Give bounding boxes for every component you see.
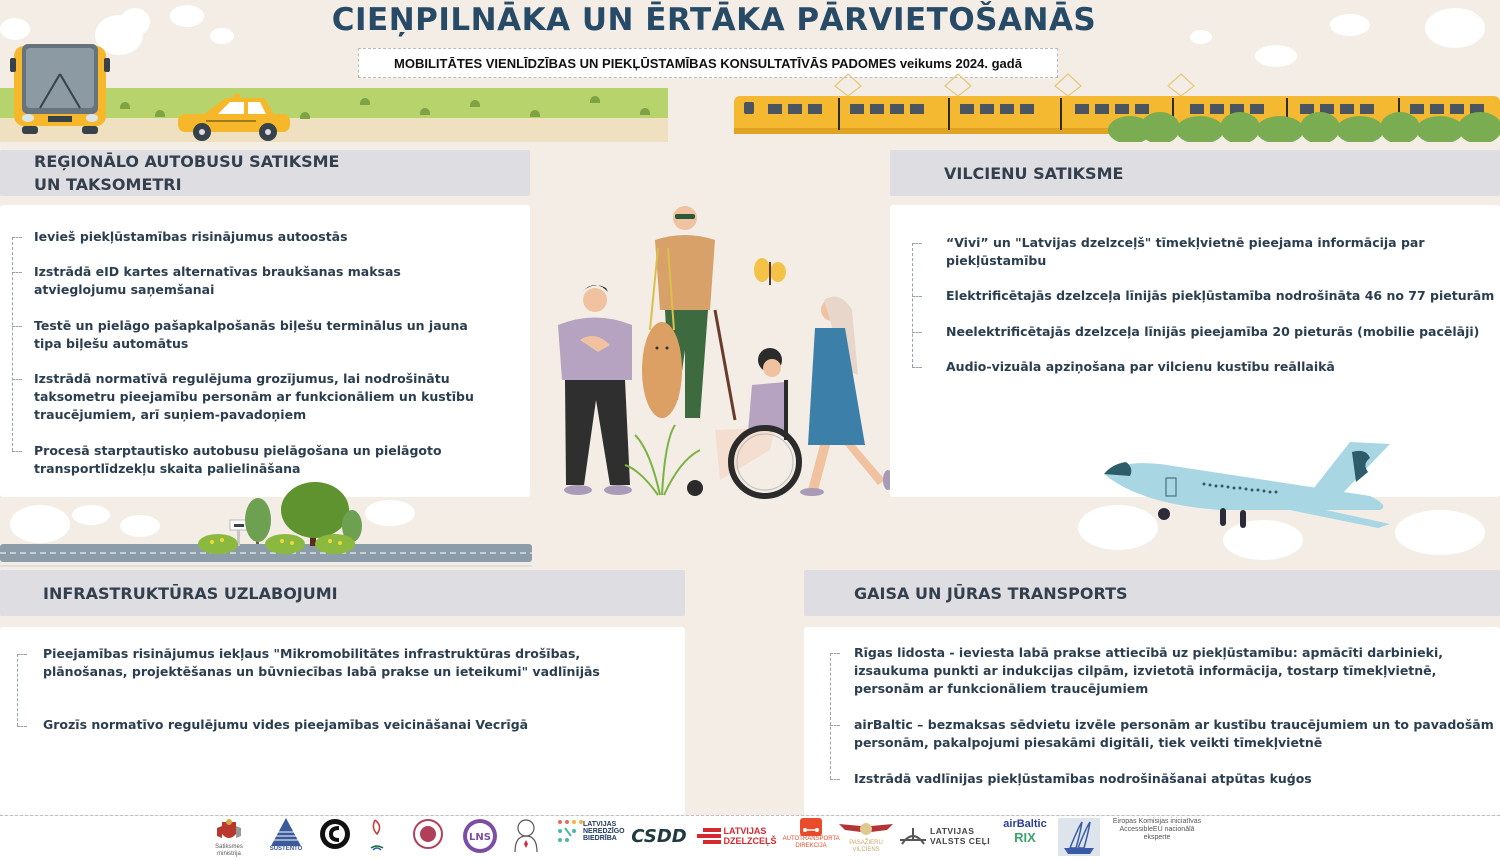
people-illustration xyxy=(540,200,900,500)
list-item: Procesā starptautisko autobusu pielāgošana un pielāgoto transportlīdzekļu skaita palielināšana xyxy=(34,443,442,476)
train-icon xyxy=(730,70,1500,142)
list-item: airBaltic – bezmaksas sēdvietu izvēle personām ar kustību traucējumiem un to pavadošām personām, pakalpojumi piesakāmi digitāli, tiek veikti tīmekļvietnē xyxy=(854,717,1494,750)
logo-ship xyxy=(1058,818,1100,856)
tick xyxy=(12,237,22,238)
list-item: Elektrificētajās dzelzceļa līnijās piekļūstamība nodrošināta 46 no 77 pieturām xyxy=(946,288,1495,303)
tick xyxy=(912,332,922,333)
svg-text:LNS: LNS xyxy=(469,832,491,843)
tick xyxy=(12,451,22,452)
tick xyxy=(830,725,840,726)
tick xyxy=(830,779,840,780)
tick xyxy=(12,326,22,327)
logo-neredzigo-biedriba: LATVIJAS NEREDZĪGO BIEDRĪBA xyxy=(555,818,625,844)
taxi-icon xyxy=(176,92,294,142)
list-item: Grozīs normatīvo regulējumu vides pieejamības veicināšanai Vecrīgā xyxy=(43,717,529,732)
tick xyxy=(912,296,922,297)
list-item: Audio-vizuāla apziņošana par vilcienu kustību reāllaikā xyxy=(946,359,1335,374)
list-item: Neelektrificētajās dzelzceļa līnijās pieejamība 20 pieturās (mobilie pacēlāji) xyxy=(946,324,1480,339)
section-header-train xyxy=(890,150,1500,196)
list-item: Izstrādā vadlīnijas piekļūstamības nodrošināšanai atpūtas kuģos xyxy=(854,771,1312,786)
list-item: Izstrādā eID kartes alternatīvas braukšanas maksas atvieglojumu saņemšanai xyxy=(34,264,401,297)
logo-circle-c xyxy=(318,818,352,850)
paralympic-icon xyxy=(365,818,389,854)
footer-divider xyxy=(0,815,1500,816)
dots-icon xyxy=(557,818,583,844)
section-header-air xyxy=(804,570,1500,616)
tick xyxy=(17,726,27,727)
logo-paralympic xyxy=(362,818,392,854)
logo-red-circle xyxy=(410,818,446,850)
red-circle-icon xyxy=(412,818,444,850)
section-header-infra xyxy=(0,570,685,616)
tick xyxy=(912,367,922,368)
logo-sustento: SUSTENTO xyxy=(266,818,306,853)
subtitle-text: MOBILITĀTES VIENLĪDZĪBAS UN PIEKĻŪSTAMĪBAS KONSULTATĪVĀS PADOMES veikums 2024. gadā xyxy=(394,55,1022,71)
section-title-bus-line2: UN TAKSOMETRI xyxy=(34,175,182,194)
road-illustration xyxy=(0,478,534,568)
baby-icon xyxy=(509,818,543,854)
tick xyxy=(830,653,840,654)
bracket-line xyxy=(17,654,18,726)
list-item: Rīgas lidosta - ieviesta labā prakse attiecībā uz piekļūstamību: apmācīti darbinieki, izsaukuma punkti ar indukcijas cilpām, izvietotā informācija, tostarp tīmekļvietnē, personām ar funkcionāliem traucējumiem xyxy=(854,645,1443,696)
bridge-icon xyxy=(900,826,926,846)
logo-csdd: CSDD xyxy=(631,825,687,847)
list-item: Ievieš piekļūstamības risinājumus autoostās xyxy=(34,229,348,244)
page-title: CIEŅPILNĀKA UN ĒRTĀKA PĀRVIETOŠANĀS xyxy=(331,2,1097,38)
logo-autotransporta-direkcija: AUTOTRANSPORTA DIREKCIJA xyxy=(790,818,832,850)
tick xyxy=(17,654,27,655)
bracket-line xyxy=(12,237,13,451)
circle-c-icon xyxy=(319,818,351,850)
section-panel-air xyxy=(804,627,1500,815)
section-panel-infra xyxy=(0,627,685,815)
logo-pasazieru-vilciens: PASAŽIERU VILCIENS xyxy=(838,818,894,854)
section-panel-bus xyxy=(0,205,530,497)
tick xyxy=(912,243,922,244)
tick xyxy=(12,379,22,380)
section-title-air: GAISA UN JŪRAS TRANSPORTS xyxy=(854,583,1128,603)
logo-baby xyxy=(508,818,544,854)
logo-latvijas-valsts-celi: LATVIJAS VALSTS CEĻI xyxy=(900,818,992,854)
list-item: “Vivi” un "Latvijas dzelzceļš" tīmekļvietnē pieejama informācija par piekļūstamību xyxy=(946,235,1425,268)
logo-accessible-eu: Eiropas Komisijas iniciatīvas AccessibleEU nacionālā eksperte xyxy=(1112,818,1202,841)
ship-icon xyxy=(1058,818,1100,856)
coat-of-arms-icon xyxy=(214,818,244,844)
pyramid-icon xyxy=(271,818,301,846)
section-title-bus-line1: REĢIONĀLO AUTOBUSU SATIKSME xyxy=(34,152,340,171)
logo-airbaltic-rix: airBaltic RIX xyxy=(1003,818,1047,845)
lns-icon xyxy=(462,818,498,854)
logo-satiksmes-ministrija: Satiksmes ministrija xyxy=(208,818,250,858)
wings-icon xyxy=(839,818,893,840)
list-item: Pieejamības risinājumus iekļaus "Mikromobilitātes infrastruktūras drošības, plānošanas, projektēšanas un būvniecības labā prakse un ieteikumi" vadlīnijās xyxy=(43,646,600,679)
section-title-train: VILCIENU SATIKSME xyxy=(944,163,1124,183)
logo-lns xyxy=(460,818,500,854)
bus-icon xyxy=(10,38,110,136)
logo-latvijas-dzelzcels: LATVIJAS DZELZCEĻŠ xyxy=(694,818,780,854)
list-item: Testē un pielāgo pašapkalpošanās biļešu terminālus un jauna tipa biļešu automātus xyxy=(34,318,468,351)
bracket-line xyxy=(830,653,831,779)
atd-icon xyxy=(800,818,822,836)
section-header-bus xyxy=(0,150,530,196)
bracket-line xyxy=(912,243,913,367)
tick xyxy=(12,272,22,273)
list-item: Izstrādā normatīvā regulējuma grozījumus, lai nodrošinātu taksometru pieejamību personām ar funkcionāliem un kustību traucējumiem, arī suņiem-pavadoņiem xyxy=(34,371,474,422)
section-title-infra: INFRASTRUKTŪRAS UZLABOJUMI xyxy=(43,583,338,603)
rail-icon xyxy=(697,826,721,846)
airplane-icon xyxy=(1100,438,1400,538)
